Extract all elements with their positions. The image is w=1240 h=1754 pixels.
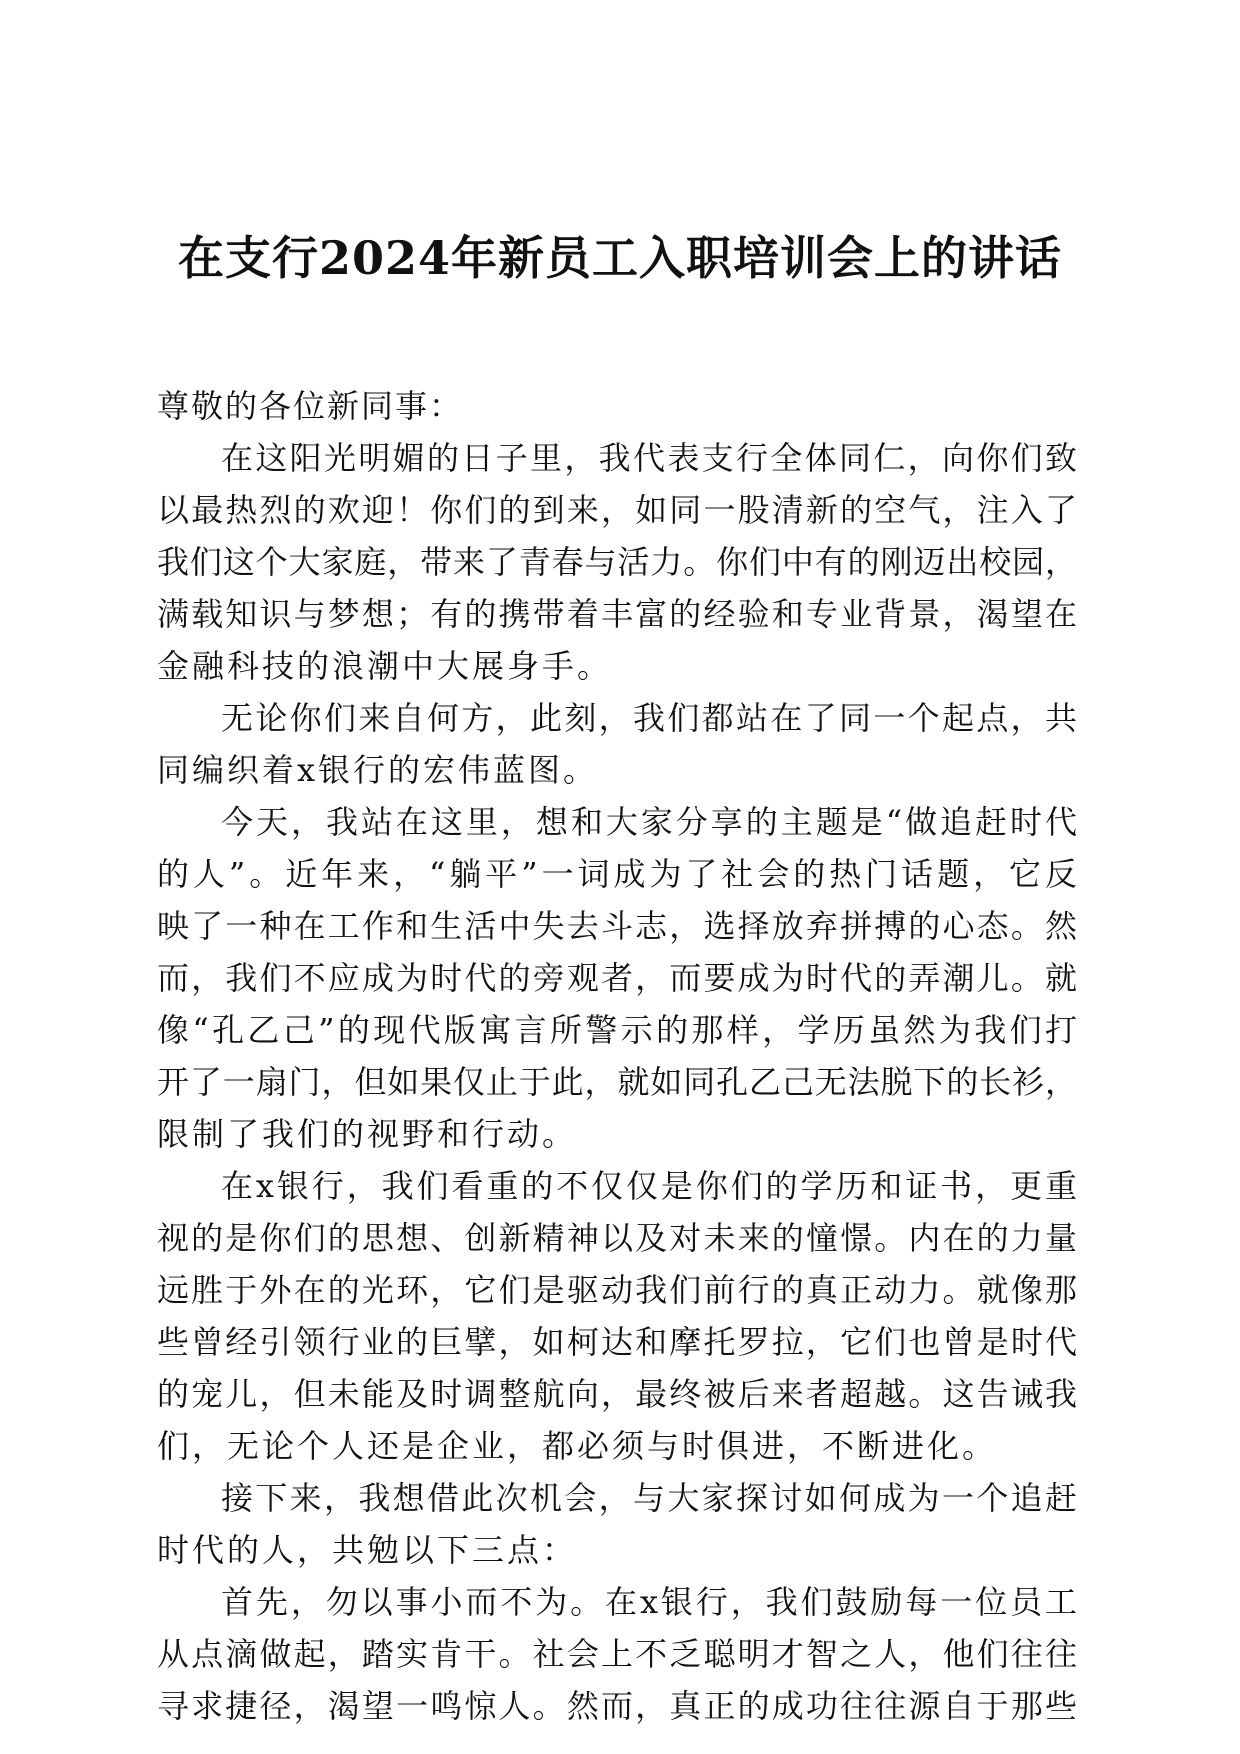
paragraph-4-line-5: 的宠儿，但未能及时调整航向，最终被后来者超越。这告诫我	[157, 1375, 1077, 1413]
paragraph-1-line-1: 在这阳光明媚的日子里，我代表支行全体同仁，向你们致	[221, 439, 1077, 477]
paragraph-3-line-2: 的人”。近年来，“躺平”一词成为了社会的热门话题，它反	[157, 855, 1077, 893]
paragraph-1-line-2: 以最热烈的欢迎！你们的到来，如同一股清新的空气，注入了	[157, 491, 1077, 529]
paragraph-6-line-1: 首先，勿以事小而不为。在x银行，我们鼓励每一位员工	[221, 1583, 1077, 1621]
paragraph-4-line-4: 些曾经引领行业的巨擘，如柯达和摩托罗拉，它们也曾是时代	[157, 1323, 1077, 1361]
paragraph-3-line-4: 而，我们不应成为时代的旁观者，而要成为时代的弄潮儿。就	[157, 959, 1077, 997]
paragraph-2-line-2: 同编织着x银行的宏伟蓝图。	[157, 751, 599, 789]
paragraph-1-line-4: 满载知识与梦想；有的携带着丰富的经验和专业背景，渴望在	[157, 595, 1077, 633]
paragraph-2-line-1: 无论你们来自何方，此刻，我们都站在了同一个起点，共	[221, 699, 1077, 737]
paragraph-4-line-6: 们，无论个人还是企业，都必须与时俱进，不断进化。	[157, 1427, 998, 1465]
paragraph-5-line-1: 接下来，我想借此次机会，与大家探讨如何成为一个追赶	[221, 1479, 1077, 1517]
paragraph-6-line-2: 从点滴做起，踏实肯干。社会上不乏聪明才智之人，他们往往	[157, 1635, 1077, 1673]
paragraph-6-line-3: 寻求捷径，渴望一鸣惊人。然而，真正的成功往往源自于那些	[157, 1687, 1077, 1725]
paragraph-3-line-1: 今天，我站在这里，想和大家分享的主题是“做追赶时代	[221, 803, 1077, 841]
paragraph-3-line-3: 映了一种在工作和生活中失去斗志，选择放弃拼搏的心态。然	[157, 907, 1077, 945]
document-title: 在支行2024年新员工入职培训会上的讲话	[177, 231, 1063, 285]
paragraph-3-line-7: 限制了我们的视野和行动。	[157, 1115, 578, 1153]
paragraph-1-line-3: 我们这个大家庭，带来了青春与活力。你们中有的刚迈出校园，	[157, 543, 1077, 581]
paragraph-1-line-5: 金融科技的浪潮中大展身手。	[157, 647, 613, 685]
paragraph-3-line-6: 开了一扇门，但如果仅止于此，就如同孔乙己无法脱下的长衫，	[157, 1063, 1077, 1101]
paragraph-4-line-3: 远胜于外在的光环，它们是驱动我们前行的真正动力。就像那	[157, 1271, 1077, 1309]
speech-body	[157, 380, 1077, 1732]
paragraph-4-line-1: 在x银行，我们看重的不仅仅是你们的学历和证书，更重	[221, 1167, 1077, 1205]
paragraph-4-line-2: 视的是你们的思想、创新精神以及对未来的憧憬。内在的力量	[157, 1219, 1077, 1257]
salutation: 尊敬的各位新同事：	[157, 387, 464, 425]
paragraph-5-line-2: 时代的人，共勉以下三点：	[157, 1531, 578, 1569]
paragraph-3-line-5: 像“孔乙己”的现代版寓言所警示的那样，学历虽然为我们打	[157, 1011, 1077, 1049]
